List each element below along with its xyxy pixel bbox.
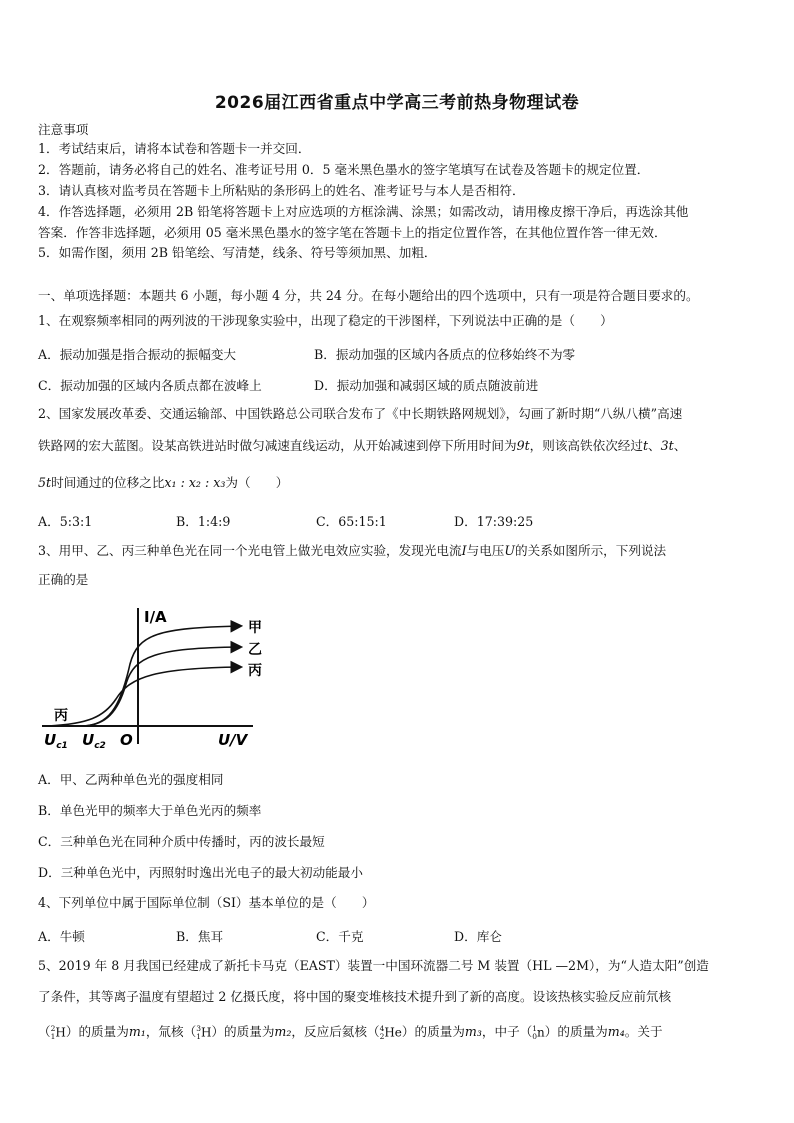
notice-item: 1．考试结束后，请将本试卷和答题卡一并交回． [38, 141, 311, 156]
notice-item: 5．如需作图，须用 2B 铅笔绘、写清楚，线条、符号等须加黑、加粗． [38, 245, 437, 260]
q3-option-d: D．三种单色光中，丙照射时逸出光电子的最大初动能最小 [38, 865, 363, 880]
q2-option-a: A．5:3:1 [38, 514, 93, 529]
q1-option-b: B．振动加强的区域内各质点的位移始终不为零 [314, 347, 576, 362]
q4-option-d: D．库仑 [454, 929, 502, 944]
question-3-line1: 3、用甲、乙、丙三种单色光在同一个光电管上做光电效应实验，发现光电流I与电压U的关系如图所示，下列说法 [38, 543, 667, 558]
cutoff-voltage-1: $U_{c1}$ [44, 731, 68, 750]
q4-option-b: B．焦耳 [176, 929, 224, 944]
q4-option-c: C．千克 [316, 929, 364, 944]
left-curve-label: 丙 [54, 708, 68, 724]
q2-total-time: 9t [516, 438, 530, 453]
question-1-stem: 1、在观察频率相同的两列波的干涉现象实验中，出现了稳定的干涉图样，下列说法中正确的是（ ） [38, 313, 613, 328]
section-heading: 一、单项选择题：本题共 6 小题，每小题 4 分，共 24 分。在每小题给出的四个选项中，只有一项是符合题目要求的。 [38, 288, 699, 303]
page-title: 2026届江西省重点中学高三考前热身物理试卷 [214, 93, 580, 113]
x-axis-label: U/V [218, 731, 248, 749]
curve-jia [83, 626, 240, 726]
q2-option-c: C．65:15:1 [316, 514, 387, 529]
notice-item: 4．作答选择题，必须用 2B 铅笔将答题卡上对应选项的方框涂满、涂黑；如需改动，请用橡皮擦干净后，再选涂其他 [38, 204, 689, 219]
q1-option-c: C．振动加强的区域内各质点都在波峰上 [38, 378, 262, 393]
helium-symbol: 4 2He [379, 1023, 402, 1041]
question-5-line3: （2 1H）的质量为m₁，氚核（3 1H）的质量为m₂，反应后氦核（4 2He）的质量为m₃，中子（1 0n）的质量为m₄。关于 [38, 1023, 663, 1041]
curve-label-jia: 甲 [248, 620, 262, 636]
notice-item: 2．答题前，请务必将自己的姓名、准考证号用 0．5 毫米黑色墨水的签字笔填写在试卷及答题卡的规定位置． [38, 162, 650, 177]
tritium-symbol: 3 1H [196, 1023, 212, 1041]
q1-option-d: D．振动加强和减弱区域的质点随波前进 [314, 378, 539, 393]
question-4-stem: 4、下列单位中属于国际单位制（SI）基本单位的是（ ） [38, 895, 375, 910]
notice-item: 答案．作答非选择题，必须用 05 毫米黑色墨水的签字笔在答题卡上的指定位置作答，在其他位置作答一律无效． [38, 225, 667, 240]
y-axis-label: I/A [144, 608, 167, 626]
question-5-line1: 5、2019 年 8 月我国已经建成了新托卡马克（EAST）装置一中国环流器二号 M 装置（HL —2M），为“人造太阳”创造 [38, 958, 709, 973]
curve-label-bing: 丙 [248, 663, 262, 679]
notice-item: 3．请认真核对监考员在答题卡上所粘贴的条形码上的姓名、准考证号与本人是否相符． [38, 183, 525, 198]
question-2-line2: 铁路网的宏大蓝图。设某高铁进站时做匀减速直线运动，从开始减速到停下所用时间为9t，则该高铁依次经过t、3t、 [38, 438, 687, 453]
notice-heading: 注意事项 [38, 122, 89, 137]
origin-label: O [120, 731, 133, 749]
cutoff-voltage-2: $U_{c2}$ [82, 731, 106, 750]
question-2-line1: 2、国家发展改革委、交通运输部、中国铁路总公司联合发布了《中长期铁路网规划》，勾画了新时期“八纵八横”高速 [38, 406, 683, 421]
q3-option-a: A．甲、乙两种单色光的强度相同 [38, 772, 224, 787]
q3-option-c: C．三种单色光在同种介质中传播时，丙的波长最短 [38, 834, 325, 849]
q2-option-b: B．1:4:9 [176, 514, 231, 529]
q3-option-b: B．单色光甲的频率大于单色光丙的频率 [38, 803, 262, 818]
curve-yi [83, 647, 240, 726]
question-5-line2: 了条件，其等离子温度有望超过 2 亿摄氏度，将中国的聚变堆核技术提升到了新的高度。设该热核实验反应前氘核 [38, 989, 672, 1004]
photoelectric-iv-graph [38, 604, 268, 750]
q2-ratio: x₁ : x₂ : x₃ [164, 475, 226, 490]
q2-option-d: D．17:39:25 [454, 514, 534, 529]
question-3-line2: 正确的是 [38, 572, 89, 587]
neutron-symbol: 1 0n [532, 1023, 545, 1041]
deuterium-symbol: 2 1H [50, 1023, 66, 1041]
curve-bing [48, 667, 240, 726]
q1-option-a: A．振动加强是指合振动的振幅变大 [38, 347, 237, 362]
question-2-line3: 5t时间通过的位移之比x₁ : x₂ : x₃为（ ） [38, 475, 289, 490]
curve-label-yi: 乙 [248, 642, 262, 658]
q4-option-a: A．牛顿 [38, 929, 85, 944]
